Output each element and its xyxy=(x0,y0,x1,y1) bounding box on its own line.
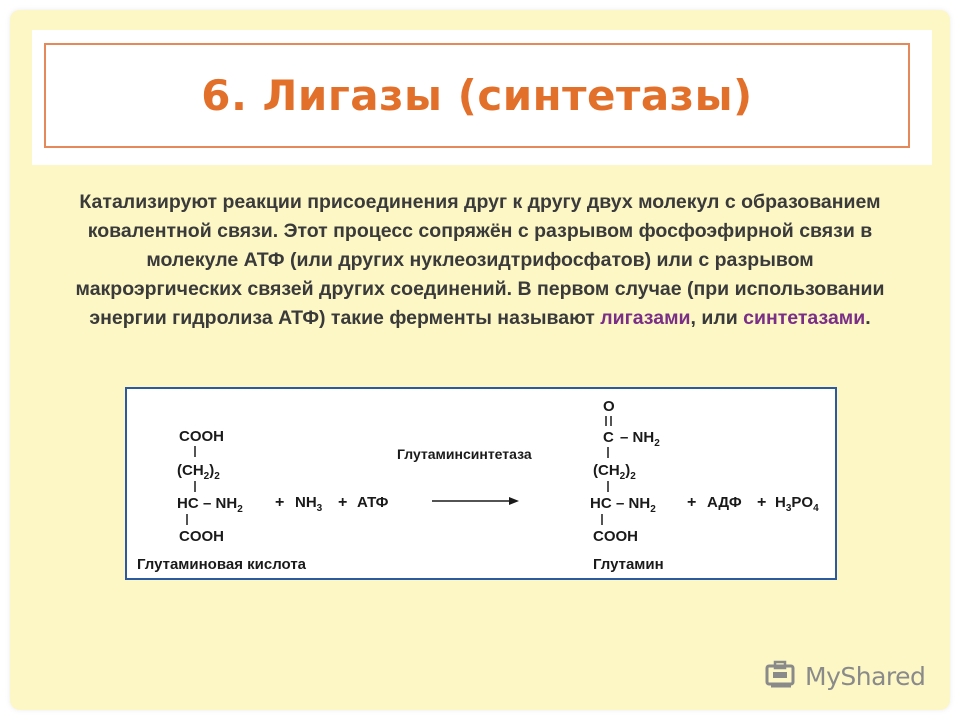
label-glutamic-acid: Глутаминовая кислота xyxy=(137,556,307,573)
term-synthetases: синтетазами xyxy=(743,307,866,329)
left-nh2: – $NH_2$ xyxy=(203,495,243,515)
myshared-logo-icon xyxy=(765,660,799,692)
plus-sign-4: + xyxy=(757,494,767,511)
myshared-logo xyxy=(765,656,925,696)
reagent-nh3: $NH_3$ xyxy=(295,494,323,514)
body-text-part1: Катализируют реакции присоединения друг к другу двух молекул с образованием ковалентной связи. Этот процесс сопряжён с разрывом фосфоэфирной связи в молекуле АТФ (или других нуклеозидтрифосфатов) или с разрывом макроэргических связей других соединений. В первом случае (при использовании энергии гидролиза АТФ) такие ферменты называют xyxy=(75,191,885,329)
right-ch2: $(CH_2)_2$ xyxy=(593,462,636,482)
reaction-scheme-svg xyxy=(127,389,835,578)
right-c: C xyxy=(603,429,614,446)
right-nh2: – $NH_2$ xyxy=(616,495,656,515)
reaction-diagram xyxy=(125,387,837,580)
right-c-nh2: – $NH_2$ xyxy=(620,429,660,449)
reaction-arrow-head xyxy=(509,497,519,505)
slide-title: 6. Лигазы (синтетазы) xyxy=(201,71,753,120)
title-frame xyxy=(44,43,910,148)
left-hc: HC xyxy=(177,495,199,512)
left-ch2: $(CH_2)_2$ xyxy=(177,462,220,482)
plus-sign-1: + xyxy=(275,494,285,511)
term-ligases: лигазами xyxy=(600,307,691,329)
right-o: O xyxy=(603,398,615,415)
label-glutamine: Глутамин xyxy=(593,556,664,573)
product-adf: АДФ xyxy=(707,494,742,511)
myshared-logo-text: MyShared xyxy=(805,661,926,691)
enzyme-label: Глутаминсинтетаза xyxy=(397,446,532,462)
left-cooh-bottom: COOH xyxy=(179,528,224,545)
body-paragraph xyxy=(70,188,890,333)
reagent-atf: АТФ xyxy=(357,494,389,511)
body-text-part2: , или xyxy=(690,307,744,329)
body-text-part3: . xyxy=(865,307,871,329)
product-h3po4: $H_3PO_4$ xyxy=(775,494,819,514)
plus-sign-3: + xyxy=(687,494,697,511)
plus-sign-2: + xyxy=(338,494,348,511)
right-hc: HC xyxy=(590,495,612,512)
left-cooh-top: COOH xyxy=(179,428,224,445)
right-cooh-bottom: COOH xyxy=(593,528,638,545)
